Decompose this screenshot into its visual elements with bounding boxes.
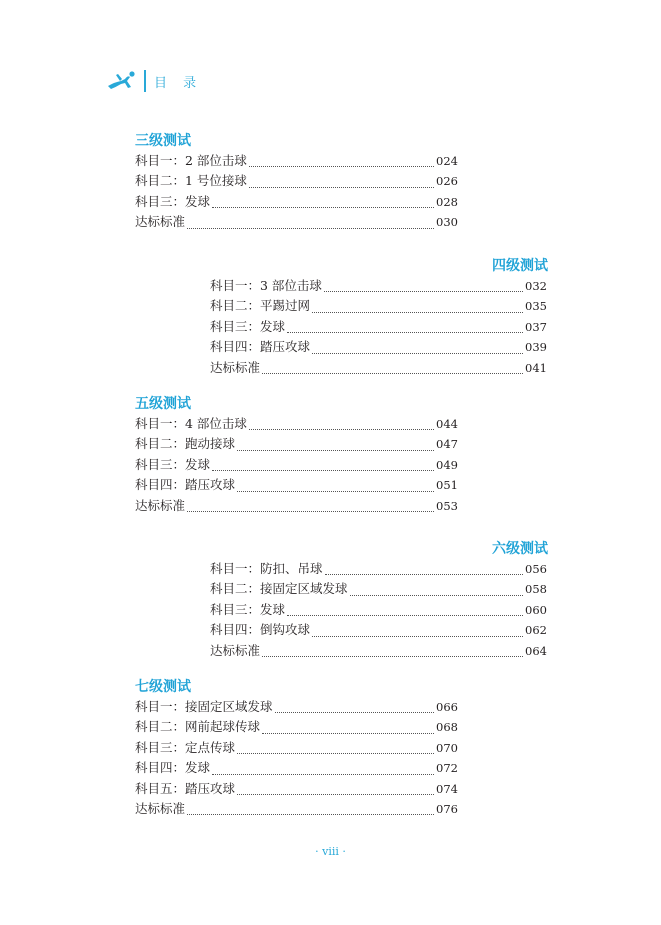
dot-leader (212, 207, 434, 208)
toc-entry-label: 科目三：发球 (210, 318, 286, 334)
toc-entry-page: 064 (525, 643, 547, 658)
toc-entry[interactable] (135, 171, 458, 191)
toc-entry[interactable] (135, 455, 458, 475)
toc-entry[interactable] (210, 620, 547, 640)
toc-entry-page: 053 (436, 498, 458, 513)
toc-entry-page: 026 (436, 174, 458, 189)
toc-entry-page: 068 (436, 720, 458, 735)
dot-leader (249, 187, 434, 188)
toc-entry-label: 达标标准 (135, 800, 186, 816)
section-title: 五级测试 (135, 396, 191, 412)
toc-entry-label: 达标标准 (135, 214, 186, 230)
toc-entry[interactable] (135, 799, 458, 819)
toc-entry-page: 074 (436, 781, 458, 796)
dot-leader (262, 733, 434, 734)
toc-entry-page: 037 (525, 319, 547, 334)
toc-entry-label: 科目一：防扣、吊球 (210, 561, 323, 576)
toc-entry[interactable] (210, 296, 547, 316)
section-title: 七级测试 (135, 679, 191, 695)
toc-entry[interactable] (210, 276, 547, 296)
toc-entry-label: 科目一：2 部位击球 (135, 153, 247, 168)
toc-entry-page: 028 (436, 194, 458, 209)
toc-entry-label: 科目二：接固定区域发球 (210, 581, 348, 597)
toc-entry-page: 070 (436, 740, 458, 755)
toc-section-level-3 (135, 131, 458, 233)
dot-leader (312, 312, 523, 313)
toc-entry[interactable] (135, 151, 458, 171)
page-number: · viii · (315, 845, 346, 858)
toc-entry-label: 科目四：发球 (135, 760, 211, 776)
toc-section-level-6 (210, 539, 548, 661)
section-title: 三级测试 (135, 133, 191, 149)
toc-entry[interactable] (210, 559, 547, 579)
toc-entry[interactable] (135, 758, 458, 778)
toc-entry-page: 035 (525, 299, 547, 314)
toc-entry[interactable] (135, 475, 458, 495)
dot-leader (212, 774, 434, 775)
toc-entry[interactable] (135, 697, 458, 717)
dot-leader (287, 332, 523, 333)
dot-leader (249, 166, 434, 167)
toc-entry[interactable] (135, 414, 458, 434)
toc-entry-page: 076 (436, 801, 458, 816)
toc-entry-page: 051 (436, 478, 458, 493)
toc-entry[interactable] (210, 579, 547, 599)
toc-entry-page: 072 (436, 761, 458, 776)
toc-entry[interactable] (135, 192, 458, 212)
toc-entry-page: 030 (436, 215, 458, 230)
dot-leader (312, 636, 523, 637)
toc-entry-label: 科目一：3 部位击球 (210, 278, 322, 293)
dot-leader (287, 615, 523, 616)
toc-entry-label: 科目二：跑动接球 (135, 436, 236, 452)
running-header (106, 68, 202, 94)
toc-section-level-5 (135, 394, 458, 516)
dot-leader (237, 491, 434, 492)
toc-entry-label: 科目三：发球 (210, 601, 286, 617)
toc-entry[interactable] (210, 337, 547, 357)
toc-entry-page: 060 (525, 602, 547, 617)
toc-entry-label: 科目一：4 部位击球 (135, 416, 247, 431)
toc-entry-page: 062 (525, 623, 547, 638)
toc-section-level-4 (210, 256, 548, 378)
toc-entry[interactable] (135, 496, 458, 516)
dot-leader (249, 429, 434, 430)
toc-entry-label: 科目四：踏压攻球 (135, 477, 236, 493)
dot-leader (325, 574, 524, 575)
toc-entry-label: 科目四：踏压攻球 (210, 339, 311, 355)
toc-entry[interactable] (210, 317, 547, 337)
toc-entry[interactable] (135, 717, 458, 737)
dot-leader (187, 228, 434, 229)
toc-entry-page: 058 (525, 582, 547, 597)
toc-entry-label: 科目五：踏压攻球 (135, 780, 236, 796)
dot-leader (187, 814, 434, 815)
toc-entry-page: 032 (525, 279, 547, 293)
toc-entry-label: 达标标准 (210, 642, 261, 658)
sepak-takraw-player-icon (106, 69, 138, 93)
dot-leader (312, 353, 523, 354)
toc-entry-label: 科目三：发球 (135, 193, 211, 209)
toc-entry[interactable] (135, 434, 458, 454)
toc-entry-label: 达标标准 (210, 359, 261, 375)
toc-entry[interactable] (210, 358, 547, 378)
toc-entry-label: 科目二：平踢过网 (210, 298, 311, 314)
toc-entry[interactable] (210, 600, 547, 620)
dot-leader (237, 753, 434, 754)
section-title: 四级测试 (492, 258, 548, 274)
toc-entry-label: 科目一：接固定区域发球 (135, 699, 273, 714)
toc-entry-page: 041 (525, 360, 547, 375)
toc-section-level-7 (135, 677, 458, 819)
toc-entry[interactable] (135, 779, 458, 799)
toc-entry[interactable] (135, 738, 458, 758)
toc-entry-label: 科目二：1 号位接球 (135, 173, 247, 189)
toc-entry-label: 科目三：发球 (135, 456, 211, 472)
dot-leader (324, 291, 523, 292)
dot-leader (262, 656, 523, 657)
toc-entry-page: 044 (436, 417, 458, 431)
toc-entry-page: 056 (525, 562, 547, 576)
toc-entry-page: 039 (525, 340, 547, 355)
dot-leader (212, 470, 434, 471)
toc-entry-page: 066 (436, 700, 458, 714)
dot-leader (187, 511, 434, 512)
toc-entry-label: 科目二：网前起球传球 (135, 719, 261, 735)
toc-entry-label: 科目四：倒钩攻球 (210, 622, 311, 638)
toc-entry-page: 024 (436, 154, 458, 168)
header-divider (144, 70, 146, 92)
dot-leader (350, 595, 524, 596)
dot-leader (262, 373, 523, 374)
dot-leader (237, 450, 434, 451)
section-title: 六级测试 (492, 541, 548, 557)
toc-entry-label: 达标标准 (135, 497, 186, 513)
toc-entry[interactable] (135, 212, 458, 232)
toc-entry-page: 049 (436, 457, 458, 472)
dot-leader (275, 712, 435, 713)
toc-entry-label: 科目三：定点传球 (135, 739, 236, 755)
toc-entry-page: 047 (436, 437, 458, 452)
toc-entry[interactable] (210, 641, 547, 661)
dot-leader (237, 794, 434, 795)
header-title: 目 录 (154, 75, 203, 91)
